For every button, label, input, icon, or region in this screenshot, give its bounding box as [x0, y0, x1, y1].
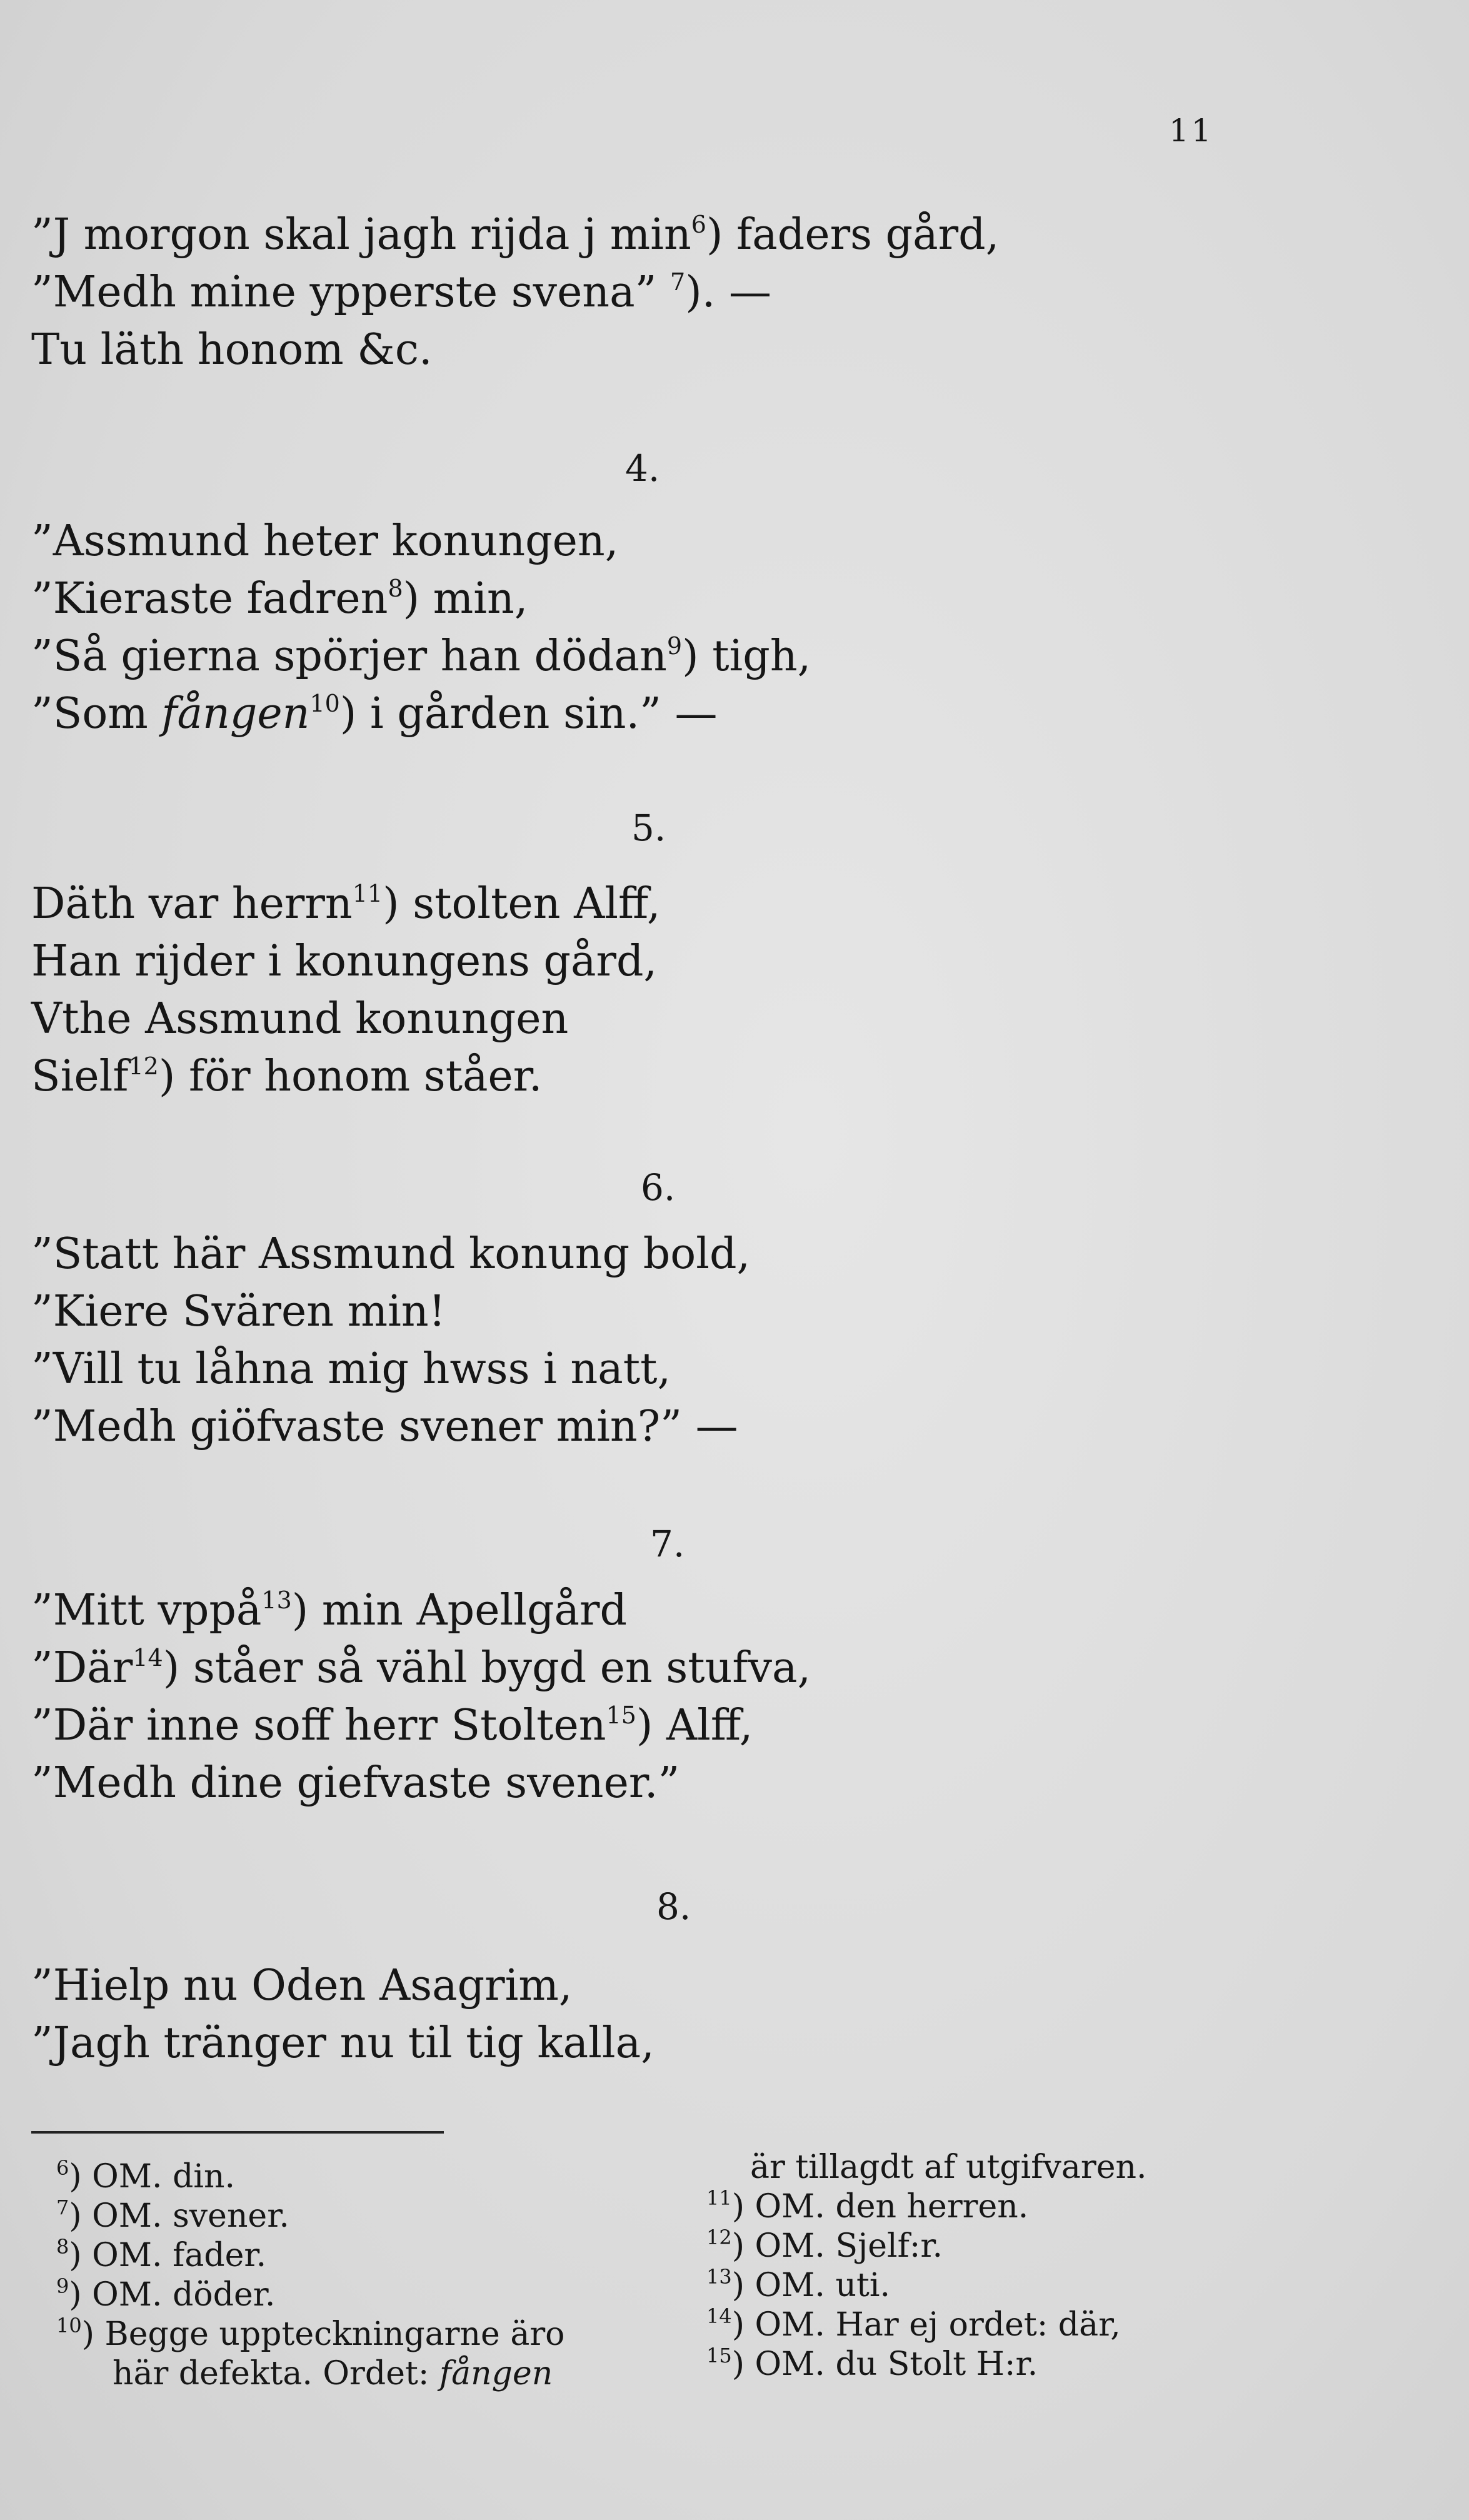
verse-line: ”Medh giöfvaste svener min?” —	[31, 1402, 738, 1451]
verse-line: ”Kieraste fadren$^8$) min,	[31, 574, 528, 623]
verse-line: ”Statt här Assmund konung bold,	[31, 1229, 751, 1279]
verse-line: ”Kiere Svären min!	[31, 1287, 446, 1336]
verse-line: ”J morgon skal jagh rijda j $\min^6$) faders gård,	[31, 210, 1000, 260]
verse-line: ”Så gierna spörjer han dödan$^9$) tigh,	[31, 632, 811, 681]
footnotes-left	[56, 2157, 564, 2394]
footnotes-right	[706, 2148, 1147, 2384]
footnote: $^{15}$) OM. du Stolt H:r.	[706, 2344, 1038, 2383]
verse-line: ”Medh dine giefvaste svener.”	[31, 1758, 680, 1808]
footnote: $^{10}$) Begge uppteckningarne äro	[56, 2314, 565, 2353]
verse-line: ”Vill tu låhna mig hwss i natt,	[31, 1344, 671, 1394]
verse-line: ”Medh mine ypperste svena” $^7$). —	[31, 268, 771, 317]
verse-line: ”Hielp nu Oden Asagrim,	[31, 1961, 573, 2010]
stanza-number: 4.	[625, 447, 660, 490]
footnote: $^6$) OM. din.	[56, 2156, 236, 2195]
verse-line: ”Jagh tränger nu til tig kalla,	[31, 2019, 654, 2068]
stanza-7	[31, 1582, 1094, 1812]
stanza-4	[31, 513, 1094, 743]
footnote: $^{11}$) OM. den herren.	[706, 2186, 1029, 2225]
footnote-continuation: här defekta. Ordet: fången	[113, 2355, 553, 2392]
footnote: $^{13}$) OM. uti.	[706, 2265, 891, 2304]
stanza-number: 8.	[656, 1885, 691, 1928]
stanza-8	[31, 1957, 1094, 2072]
footnote-rule	[31, 2131, 444, 2134]
verse-line: Vthe Assmund konungen	[31, 994, 569, 1044]
verse-line: ”Där$^{14}$) ståer så vähl bygd en stufva,	[31, 1643, 811, 1693]
verse-line: Han rijder i konungens gård,	[31, 937, 658, 986]
verse-line: Tu läth honom &c.	[31, 325, 433, 375]
verse-line: Däth var herrn$^{11}$) stolten Alff,	[31, 879, 661, 929]
stanza-number: 5.	[631, 807, 666, 849]
stanza-number: 7.	[650, 1523, 685, 1565]
footnote: $^9$) OM. döder.	[56, 2274, 276, 2314]
stanza-number: 6.	[641, 1166, 676, 1209]
verse-line: Sielf$^{12}$) för honom ståer.	[31, 1052, 543, 1101]
page-number: 11	[1169, 113, 1214, 149]
footnote: $^{12}$) OM. Sjelf:r.	[706, 2225, 943, 2265]
verse-line: ”Assmund heter konungen,	[31, 517, 619, 566]
stanza-5	[31, 875, 1094, 1106]
verse-line: ”Som fången$^{10}$) i gården sin.” —	[31, 689, 718, 738]
footnote-continuation: är tillagdt af utgifvaren.	[750, 2149, 1147, 2186]
stanza-6	[31, 1226, 1094, 1456]
footnote: $^8$) OM. fader.	[56, 2235, 267, 2274]
stanza-3	[31, 206, 1094, 379]
verse-line: ”Mitt vppå$^{13}$) min Apellgård	[31, 1586, 628, 1635]
verse-line: ”Där inne soff herr Stolten$^{15}$) Alff,	[31, 1701, 753, 1750]
footnote: $^{14}$) OM. Har ej ordet: där,	[706, 2304, 1121, 2344]
footnote: $^7$) OM. svener.	[56, 2195, 289, 2235]
